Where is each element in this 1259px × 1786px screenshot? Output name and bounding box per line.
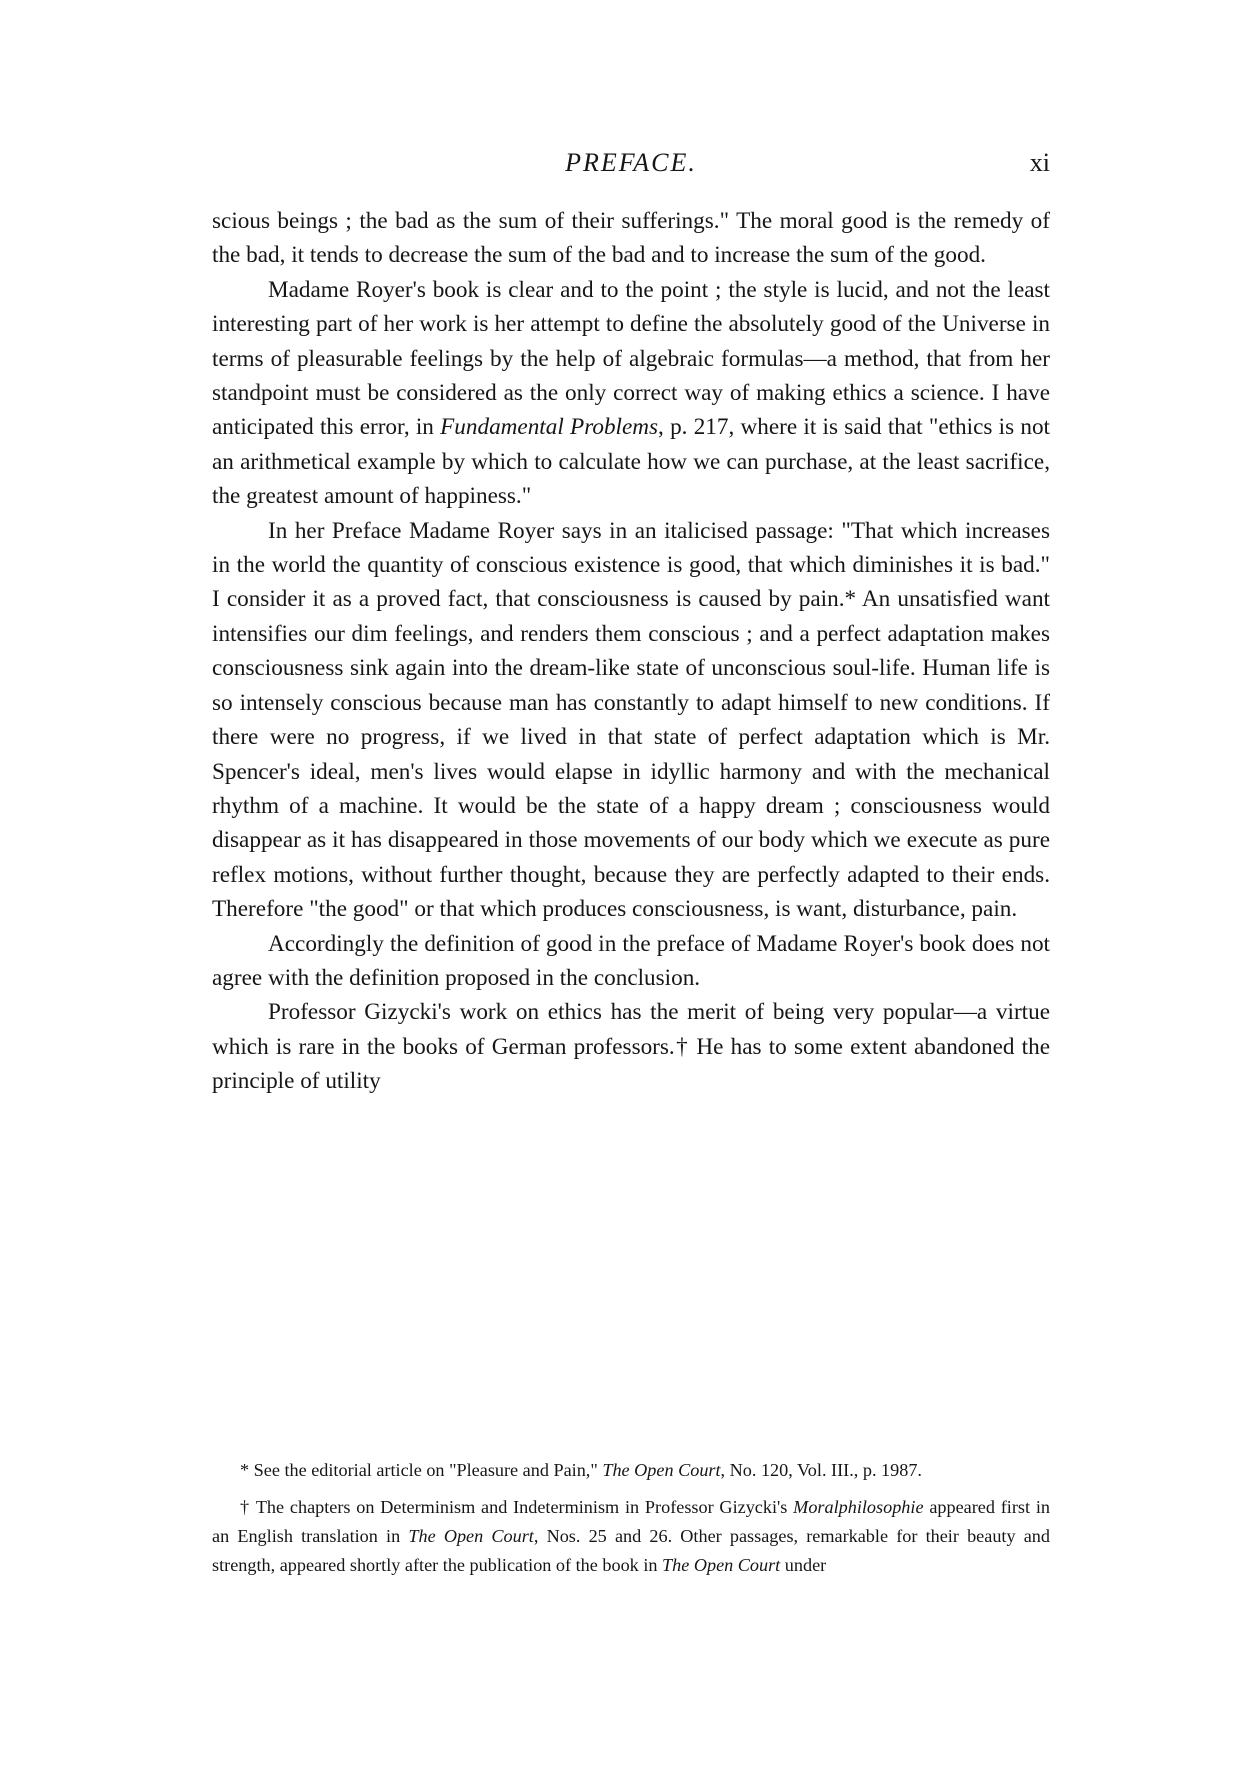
- footnote-2-journal-2: The Open Court: [662, 1555, 781, 1575]
- paragraph-5: Professor Gizycki's work on ethics has the merit of being very popular—a virtue which is rare in the books of German professors.† He has to some extent abandoned the principle of utility: [212, 999, 1050, 1095]
- footnote-2-text-d: under: [780, 1555, 827, 1575]
- footnote-2: [212, 1493, 1050, 1580]
- footnote-1-journal: The Open Court: [602, 1460, 721, 1480]
- paragraph-2-text-a: Madame Royer's book is clear and to the point ; the style is lucid, and not the least interesting part of her work is her attempt to define the absolutely good of the Universe in terms of pleasurable feelings by the help of algebraic formulas—a method, that from her standpoint must be considered as the only correct way of making ethics a science. I have anticipated this error, in: [212, 276, 1050, 441]
- work-title-fundamental-problems: Fundamental Problems: [440, 414, 659, 441]
- footnote-2-text-a: † The chapters on Determinism and Indeterminism in Professor Gizycki's: [240, 1497, 794, 1517]
- body-text: [212, 204, 1050, 1099]
- footnote-1-text-a: * See the editorial article on "Pleasure and Pain,": [240, 1460, 603, 1480]
- paragraph-2: [212, 273, 1050, 514]
- paragraph-4: Accordingly the definition of good in the preface of Madame Royer's book does not agree with the definition proposed in the conclusion.: [212, 930, 1050, 991]
- footnote-2-journal-1: The Open Court: [408, 1526, 534, 1546]
- footnote-2-text-c: , Nos. 25 and 26. Other passages, remarkable for their beauty and strength, appeared shortly after the publication of the book in: [212, 1526, 1050, 1575]
- running-head: [212, 148, 1050, 188]
- footnote-2-work-title: Moralphilosophie: [793, 1497, 924, 1517]
- paragraph-1: scious beings ; the bad as the sum of their sufferings." The moral good is the remedy of the bad, it tends to decrease the sum of the bad and to increase the sum of the good.: [212, 208, 1050, 269]
- page-number: xi: [1029, 148, 1050, 177]
- running-title: PREFACE.: [565, 148, 697, 177]
- footnotes: [212, 1456, 1050, 1588]
- footnote-2-text-b: appeared first in an English translation in: [212, 1497, 1050, 1546]
- footnote-1-text-b: , No. 120, Vol. III., p. 1987.: [720, 1460, 922, 1480]
- paragraph-3: In her Preface Madame Royer says in an italicised passage: "That which increases in the world the quantity of conscious existence is good, that which diminishes it is bad." I consider it as a proved fact, that consciousness is caused by pain.* An unsatisfied want intensifies our dim feelings, and renders them conscious ; and a perfect adaptation makes consciousness sink again into the dream-like state of unconscious soul-life. Human life is so intensely conscious because man has constantly to adapt himself to new conditions. If there were no progress, if we lived in that state of perfect adaptation which is Mr. Spencer's ideal, men's lives would elapse in idyllic harmony and with the mechanical rhythm of a machine. It would be the state of a happy dream ; consciousness would disappear as it has disappeared in those movements of our body which we execute as pure reflex motions, without further thought, because they are perfectly adapted to their ends. Therefore "the good" or that which produces consciousness, is want, disturbance, pain.: [212, 517, 1050, 923]
- paragraph-2-text-b: , p. 217, where it is said that "ethics is not an arithmetical example by which to calculate how we can purchase, at the least sacrifice, the greatest amount of happiness.": [212, 414, 1050, 510]
- footnote-1: [212, 1456, 1050, 1485]
